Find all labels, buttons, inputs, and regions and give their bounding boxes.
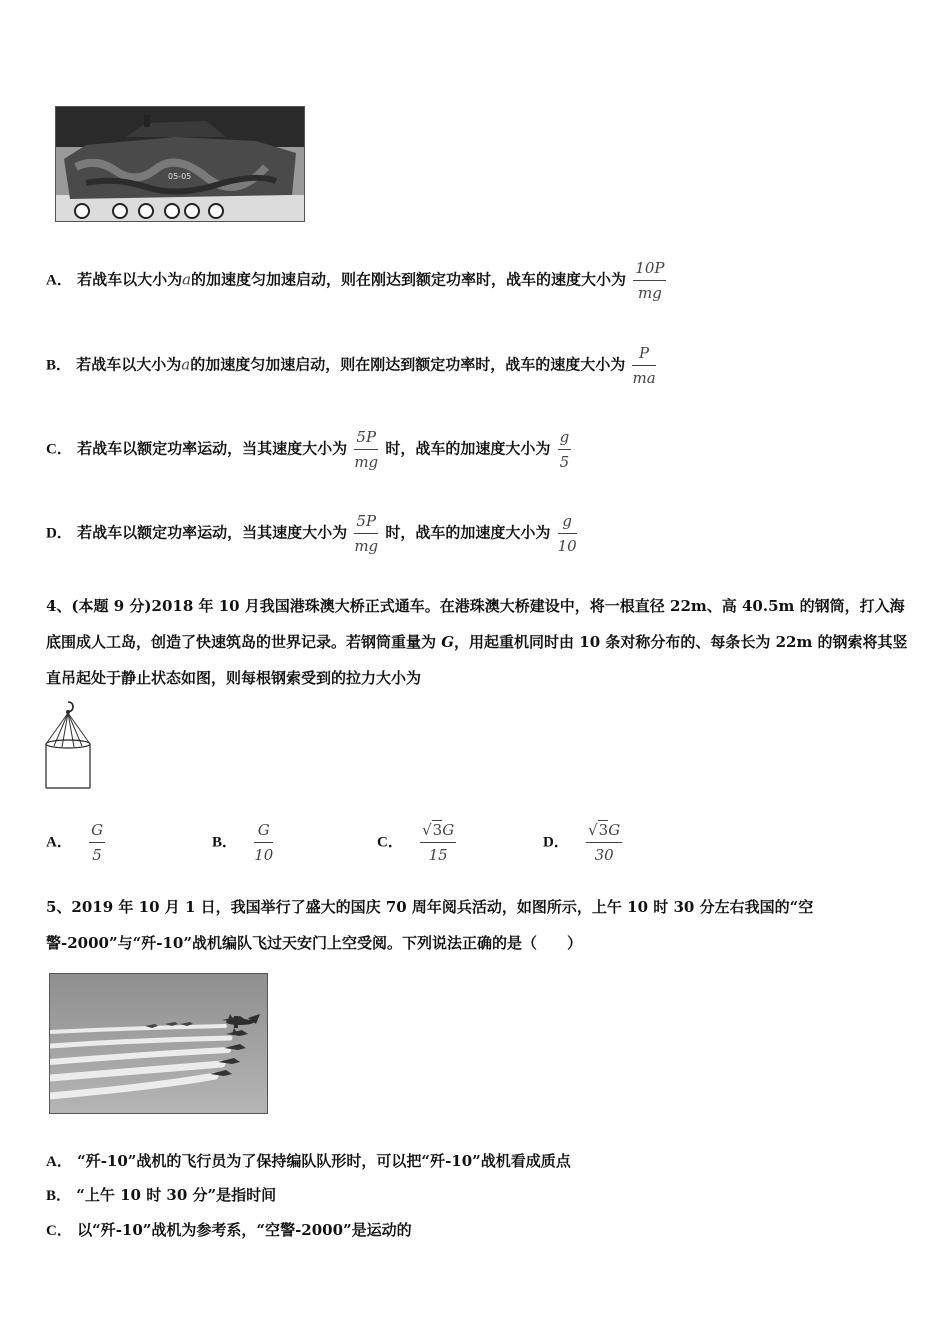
q3-option-a: A． 若战车以大小为a的加速度匀加速启动，则在刚达到额定功率时，战车的速度大小为 $\frac{10P}{mg}$ [46, 259, 665, 302]
q5-option-c: C． 以“歼-10”战机为参考系，“空警-2000”是运动的 [46, 1221, 412, 1239]
q4-option-b: B． $\frac{G}{10}$ [212, 821, 274, 864]
fraction: $\frac{√3G}{30}$ [588, 821, 621, 864]
fraction: $\frac{P}{ma}$ [632, 344, 656, 387]
fraction: $\frac{10P}{mg}$ [635, 259, 665, 302]
fraction: $\frac{5P}{mg}$ [354, 428, 379, 471]
q4-option-c: C． $\frac{√3G}{15}$ [377, 821, 455, 864]
q3-option-b: B． 若战车以大小为a的加速度匀加速启动，则在刚达到额定功率时，战车的速度大小为 $\frac{P}{ma}$ [46, 344, 656, 387]
aircraft-image [50, 974, 267, 1113]
q4-option-d: D． $\frac{√3G}{30}$ [543, 821, 621, 864]
fraction: $\frac{G}{10}$ [254, 821, 274, 864]
steel-drum-diagram [44, 700, 94, 792]
fraction: $\frac{√3G}{15}$ [422, 821, 455, 864]
fraction: $\frac{5P}{mg}$ [354, 512, 379, 555]
fraction: $\frac{g}{5}$ [559, 428, 570, 471]
fraction: $\frac{g}{10}$ [557, 512, 577, 555]
q5-stem: 5、2019 年 10 月 1 日，我国举行了盛大的国庆 70 周年阅兵活动，如图所示，上午 10 时 30 分左右我国的“空警-2000”与“歼-10”战机编队飞过天安门上空受阅。下列说法正确的是（ ） [46, 898, 814, 952]
q5-option-b: B． “上午 10 时 30 分”是指时间 [46, 1186, 277, 1204]
fraction: $\frac{G}{5}$ [91, 821, 104, 864]
q3-option-c: C． 若战车以额定功率运动，当其速度大小为 $\frac{5P}{mg}$ 时，战车的加速度大小为 $\frac{g}{5}$ [46, 428, 570, 471]
q3-option-d: D． 若战车以额定功率运动，当其速度大小为 $\frac{5P}{mg}$ 时，战车的加速度大小为 $\frac{g}{10}$ [46, 512, 577, 555]
q5-option-a: A． “歼-10”战机的飞行员为了保持编队队形时，可以把“歼-10”战机看成质点 [46, 1152, 571, 1170]
q4-stem: 4、(本题 9 分)2018 年 10 月我国港珠澳大桥正式通车。在港珠澳大桥建设中，将一根直径 22m、高 40.5m 的钢筒，打入海底围成人工岛，创造了快速筑岛的世界记录。若钢筒重量为 G，用起重机同时由 10 条对称分布的、每条长为 22m 的钢索将其竖直吊起处于静止状态如图，则每根钢索受到的拉力大小为 [46, 597, 908, 687]
tank-number: 05-05 [168, 172, 192, 181]
tank-photo [55, 106, 305, 222]
aircraft-formation-photo [49, 973, 268, 1114]
q4-option-a: A． $\frac{G}{5}$ [46, 821, 104, 864]
tank-image [56, 107, 304, 221]
